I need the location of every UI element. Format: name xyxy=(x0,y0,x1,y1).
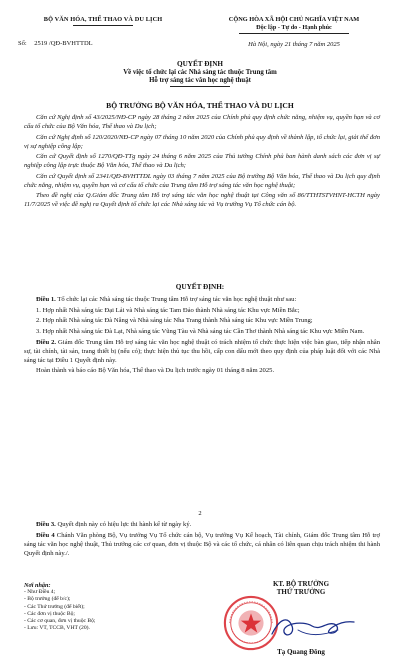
article-3-label: Điều 3. xyxy=(36,521,56,528)
recipient-line: - Các cơ quan, đơn vị thuộc Bộ; xyxy=(24,618,96,625)
document-number-label: Số: xyxy=(18,40,27,47)
document-type: QUYẾT ĐỊNH xyxy=(177,60,223,68)
document-title xyxy=(0,60,400,87)
title-line-1: Về việc tổ chức lại các Nhà sáng tác thuộc Trung tâm xyxy=(123,69,277,76)
issuer-header xyxy=(18,16,188,26)
article-1-item: 2. Hợp nhất Nhà sáng tác Đà Nẵng và Nhà sáng tác Nha Trang thành Nhà sáng tác Khu vực Miền Trung; xyxy=(36,317,313,325)
signer-name: Tạ Quang Đông xyxy=(277,648,325,656)
title-underline xyxy=(170,86,230,87)
ministry-underline xyxy=(73,25,133,26)
recipients-label: Nơi nhận: xyxy=(24,582,51,589)
articles-3-4 xyxy=(24,521,380,560)
article-4-label: Điều 4 xyxy=(36,531,55,539)
article-1 xyxy=(24,296,380,305)
article-4 xyxy=(24,532,380,559)
document-number xyxy=(18,40,93,47)
articles-1-2 xyxy=(24,296,380,378)
article-2-text: Giám đốc Trung tâm Hỗ trợ sáng tác văn học nghệ thuật có trách nhiệm tổ chức thực hiện việc bàn giao, tiếp nhận nhân sự, tài chính, tài sản, trang thiết bị (nếu có); thực hiện thủ tục thu hồi, cấp con dấu mới theo quy định của pháp luật đối với các Nhà sáng tác tại Điều 1 Quyết định này. xyxy=(24,338,381,364)
recipient-line: - Bộ trưởng (để b/c); xyxy=(24,596,71,603)
recipient-line: - Các Thứ trưởng (để biết); xyxy=(24,603,85,610)
article-3 xyxy=(24,521,380,530)
issuing-authority: BỘ TRƯỞNG BỘ VĂN HÓA, THỂ THAO VÀ DU LỊCH xyxy=(106,101,294,110)
legal-basis: Căn cứ Quyết định số 1270/QĐ-TTg ngày 24 tháng 6 năm 2025 của Thủ tướng Chính phủ ban hành danh sách các đơn vị sự nghiệp công lập trực thuộc Bộ Văn hóa, Thể thao và Du lịch; xyxy=(24,153,380,170)
recipient-line: - Các đơn vị thuộc Bộ; xyxy=(24,610,75,617)
handwritten-signature-icon xyxy=(268,612,358,642)
decides-heading: QUYẾT ĐỊNH: xyxy=(175,283,225,291)
article-2-report: Hoàn thành và báo cáo Bộ Văn hóa, Thể thao và Du lịch trước ngày 01 tháng 8 năm 2025. xyxy=(36,367,275,375)
article-4-text: Chánh Văn phòng Bộ, Vụ trưởng Vụ Tổ chức cán bộ, Vụ trưởng Vụ Kế hoạch, Tài chính, Giám đốc Trung tâm Hỗ trợ sáng tác văn học nghệ thuật, Thủ trưởng các cơ quan, đơn vị thuộc Bộ và các tổ chức, cá nhân có liên quan chịu trách nhiệm thi hành Quyết định này./. xyxy=(24,531,380,557)
signer-position: THỨ TRƯỞNG xyxy=(276,588,326,596)
recipient-line: - Lưu: VT, TCCB, VHT (20). xyxy=(24,625,90,632)
document-number-value: 2519 /QĐ-BVHTTDL xyxy=(34,40,93,47)
article-1-item: 3. Hợp nhất Nhà sáng tác Đà Lạt, Nhà sáng tác Vũng Tàu và Nhà sáng tác Cần Thơ thành Nhà sáng tác Khu vực Miền Nam. xyxy=(36,328,365,336)
article-1-item: 1. Hợp nhất Nhà sáng tác Đại Lải và Nhà sáng tác Tam Đảo thành Nhà sáng tác Khu vực Miền Bắc; xyxy=(36,306,300,314)
issue-date: Hà Nội, ngày 21 tháng 7 năm 2025 xyxy=(248,41,340,48)
national-motto: Độc lập - Tự do - Hạnh phúc xyxy=(256,24,332,31)
legal-bases xyxy=(24,114,380,212)
ministry-name: BỘ VĂN HÓA, THỂ THAO VÀ DU LỊCH xyxy=(43,16,163,23)
recipients-block xyxy=(24,582,184,632)
article-2 xyxy=(24,339,380,366)
title-line-2: Hỗ trợ sáng tác văn học nghệ thuật xyxy=(149,77,251,84)
page-number: 2 xyxy=(198,510,202,517)
legal-basis: Căn cứ Quyết định số 2341/QĐ-BVHTTDL ngày 03 tháng 7 năm 2025 của Bộ trưởng Bộ Văn hóa, Thể thao và Du lịch quy định chức năng, nhiệm vụ, quyền hạn và cơ cấu tổ chức của Trung tâm Hỗ trợ sáng tác văn học nghệ thuật; xyxy=(24,172,380,189)
motto-underline xyxy=(239,33,349,34)
article-1-text: Tổ chức lại các Nhà sáng tác thuộc Trung tâm Hỗ trợ sáng tác văn học nghệ thuật như sau: xyxy=(57,296,297,303)
national-header xyxy=(196,16,392,34)
legal-basis: Căn cứ Nghị định số 120/2020/NĐ-CP ngày 07 tháng 10 năm 2020 của Chính phủ quy định về thành lập, tổ chức lại, giải thể đơn vị sự nghiệp công lập; xyxy=(24,133,380,150)
recipient-line: - Như Điều 4; xyxy=(24,589,56,596)
legal-basis: Theo đề nghị của Q.Giám đốc Trung tâm Hỗ trợ sáng tác văn học nghệ thuật tại Công văn số 86/TTHTSTVHNT-HCTH ngày 11/7/2025 về việc đề nghị ra Quyết định tổ chức lại các Nhà sáng tác và Vụ trưởng Vụ Tổ chức cán bộ. xyxy=(24,192,380,209)
signer-authority: KT. BỘ TRƯỞNG xyxy=(272,580,330,588)
nation-name: CỘNG HÒA XÃ HỘI CHỦ NGHĨA VIỆT NAM xyxy=(228,16,360,23)
article-3-text: Quyết định này có hiệu lực thi hành kể từ ngày ký. xyxy=(57,521,192,528)
article-2-label: Điều 2. xyxy=(36,338,57,346)
legal-basis: Căn cứ Nghị định số 43/2025/NĐ-CP ngày 28 tháng 2 năm 2025 của Chính phủ quy định chức năng, nhiệm vụ, quyền hạn và cơ cấu tổ chức của Bộ Văn hóa, Thể thao và Du lịch; xyxy=(24,114,380,130)
article-1-label: Điều 1. xyxy=(36,296,56,303)
